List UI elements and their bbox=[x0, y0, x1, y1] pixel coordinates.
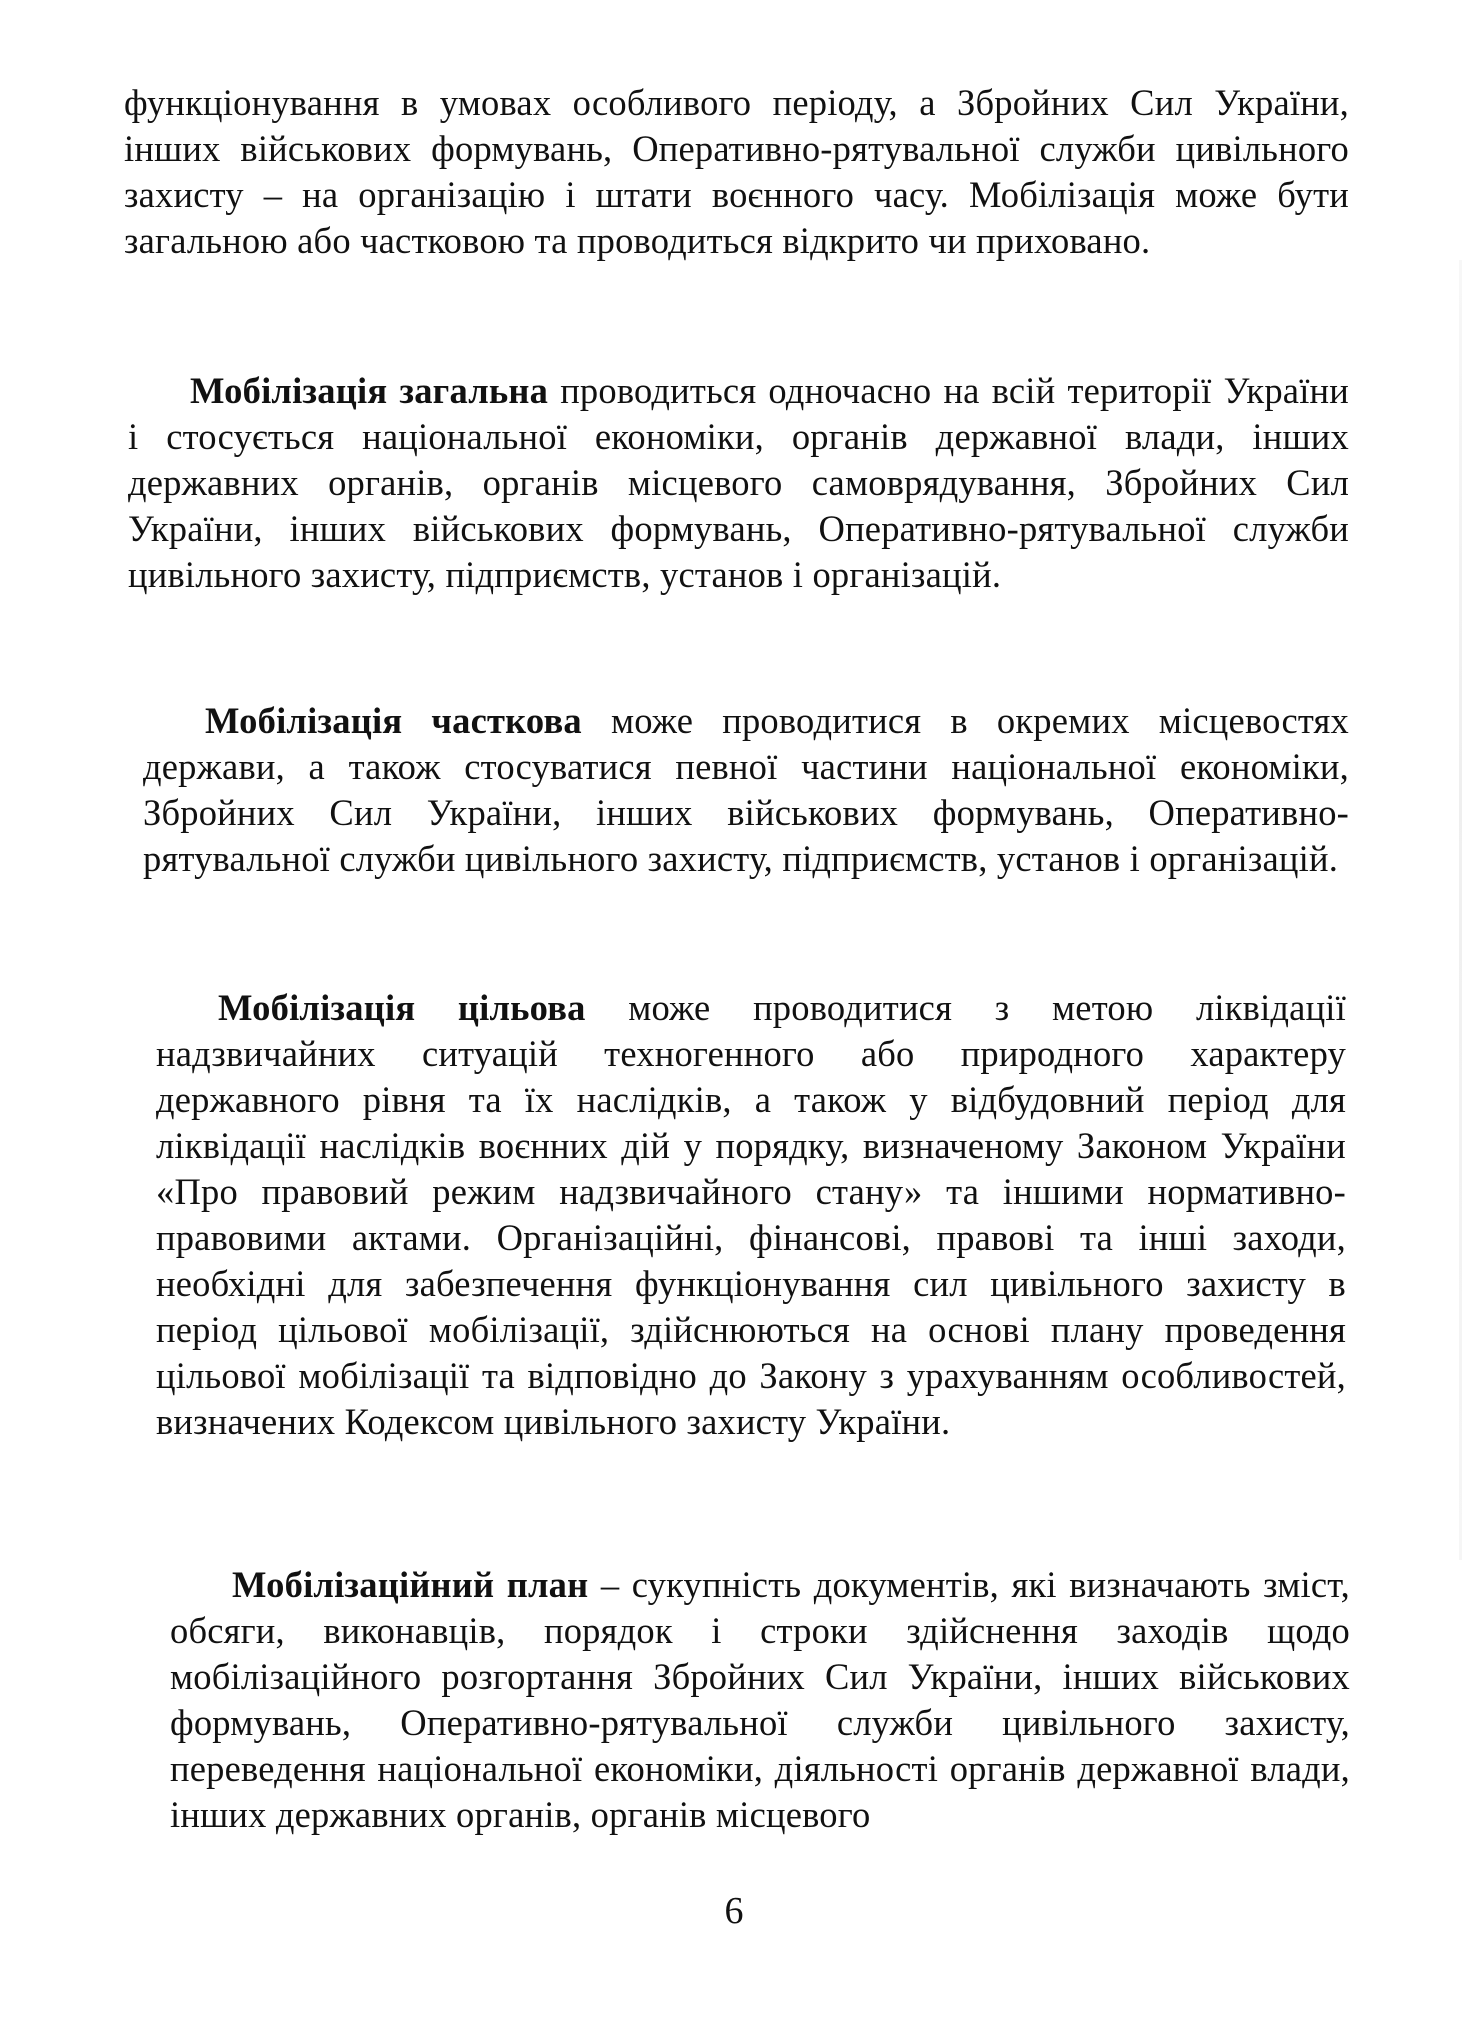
paragraph-targeted-mobilization bbox=[156, 985, 1346, 1445]
term-mobilization-plan: Мобілізаційний план bbox=[232, 1564, 589, 1605]
paragraph-text: може проводитися в окремих місцевостях держави, а також стосуватися певної частини національної економіки, Збройних Сил України, інших військових формувань, Оперативно-рятувальної служби цивільного захисту, підприємств, установ і організацій. bbox=[143, 700, 1349, 879]
paragraph-general-mobilization bbox=[128, 368, 1349, 598]
paragraph-text: проводиться одночасно на всій території України і стосується національної економіки, органів державної влади, інших державних органів, органів місцевого самоврядування, Збройних Сил України, інших військових формувань, Оперативно-рятувальної служби цивільного захисту, підприємств, установ і організацій. bbox=[128, 370, 1349, 595]
paragraph-mobilization-plan bbox=[170, 1562, 1350, 1838]
term-partial-mobilization: Мобілізація часткова bbox=[205, 700, 582, 741]
term-general-mobilization: Мобілізація загальна bbox=[190, 370, 549, 411]
paragraph-text: може проводитися з метою ліквідації надзвичайних ситуацій техногенного або природного характеру державного рівня та їх наслідків, а також у відбудовний період для ліквідації наслідків воєнних дій у порядку, визначеному Законом України «Про правовий режим надзвичайного стану» та іншими нормативно-правовими актами. Організаційні, фінансові, правові та інші заходи, необхідні для забезпечення функціонування сил цивільного захисту в період цільової мобілізації, здійснюються на основі плану проведення цільової мобілізації та відповідно до Закону з урахуванням особливостей, визначених Кодексом цивільного захисту України. bbox=[156, 987, 1346, 1442]
paragraph-text: – сукупність документів, які визначають зміст, обсяги, виконавців, порядок і строки здійснення заходів щодо мобілізаційного розгортання Збройних Сил України, інших військових формувань, Оперативно-рятувальної служби цивільного захисту, переведення національної економіки, діяльності органів державної влади, інших державних органів, органів місцевого bbox=[170, 1564, 1350, 1835]
page-number: 6 bbox=[724, 1890, 744, 1932]
paragraph-text: функціонування в умовах особливого періоду, а Збройних Сил України, інших військових формувань, Оперативно-рятувальної служби цивільного захисту – на організацію і штати воєнного часу. Мобілізація може бути загальною або частковою та проводиться відкрито чи приховано. bbox=[124, 82, 1349, 261]
scan-edge-shadow bbox=[1459, 260, 1462, 1560]
paragraph-mobilization-intro bbox=[124, 80, 1349, 264]
paragraph-partial-mobilization bbox=[143, 698, 1349, 882]
term-targeted-mobilization: Мобілізація цільова bbox=[218, 987, 586, 1028]
